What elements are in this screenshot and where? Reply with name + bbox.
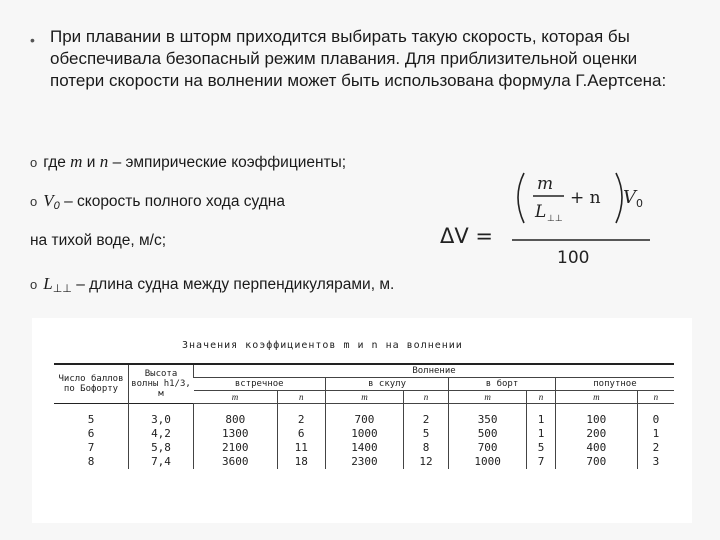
formula-denominator: 100 <box>557 248 590 268</box>
cell-value: 800 <box>194 404 278 428</box>
cell-value: 18 <box>277 455 325 469</box>
v0-continuation: на тихой воде, м/с; <box>30 232 167 249</box>
cell-value: 7 <box>527 455 556 469</box>
and-word: и <box>86 154 96 171</box>
cell-value: 12 <box>403 455 448 469</box>
formula-lhs: ΔV = <box>440 224 494 248</box>
formula-m: m <box>537 174 554 194</box>
circle-bullet-icon: o <box>30 277 38 292</box>
cell-value: 8 <box>403 441 448 455</box>
cell-value: 400 <box>555 441 637 455</box>
bullet: • <box>30 32 35 48</box>
cell-value: 6 <box>277 427 325 441</box>
circle-bullet-icon: o <box>30 194 38 209</box>
symbol-l-sub: ⊥⊥ <box>52 283 72 295</box>
cell-value: 500 <box>449 427 527 441</box>
cell-beaufort: 5 <box>54 404 129 428</box>
circle-bullet-icon: o <box>30 155 38 170</box>
sub-m: m <box>194 391 278 404</box>
main-paragraph: При плавании в шторм приходится выбирать такую скорость, которая бы обеспечивала безопасный режим плавания. Для приблизительной оценки потери скорости на волнении может быть использована формула Г.Аертсена: <box>50 27 667 90</box>
cell-value: 2100 <box>194 441 278 455</box>
cell-value: 3600 <box>194 455 278 469</box>
sub-n: n <box>637 391 674 404</box>
sub-n: n <box>277 391 325 404</box>
left-paren <box>518 173 524 223</box>
symbol-m: m <box>70 152 83 171</box>
cell-value: 1300 <box>194 427 278 441</box>
cell-value: 1 <box>527 427 556 441</box>
right-paren <box>616 173 622 223</box>
group-beam: в борт <box>449 378 556 391</box>
table-row <box>54 441 674 455</box>
v0-description: – скорость полного хода судна <box>64 193 285 210</box>
col-wave-height: Высота волны h1/3, м <box>129 364 194 404</box>
cell-value: 700 <box>449 441 527 455</box>
cell-value: 3 <box>637 455 674 469</box>
cell-value: 700 <box>325 404 403 428</box>
cell-beaufort: 8 <box>87 455 95 468</box>
symbol-v-sub: 0 <box>53 200 60 212</box>
cell-value: 100 <box>555 404 637 428</box>
cell-height: 3,0 <box>129 404 194 428</box>
group-following: попутное <box>555 378 674 391</box>
cell-value: 2 <box>277 404 325 428</box>
cell-value: 350 <box>449 404 527 428</box>
col-wave: Волнение <box>194 364 675 378</box>
cell-beaufort: 6 <box>87 427 95 440</box>
table-row <box>54 455 674 469</box>
aertsen-formula <box>440 165 670 275</box>
cell-height: 5,8 <box>129 441 194 455</box>
sub-m: m <box>555 391 637 404</box>
cell-value: 1000 <box>325 427 403 441</box>
item-length <box>30 274 394 295</box>
cell-value: 200 <box>555 427 637 441</box>
cell-value: 2300 <box>325 455 403 469</box>
col-beaufort: Число баллов по Бофорту <box>54 364 129 404</box>
cell-height: 7,4 <box>129 455 194 469</box>
cell-value: 1000 <box>449 455 527 469</box>
cell-value: 11 <box>277 441 325 455</box>
sub-n: n <box>403 391 448 404</box>
coefficient-table-image <box>32 318 692 523</box>
cell-height: 4,2 <box>129 427 194 441</box>
formula-L-sub: ⊥⊥ <box>547 214 563 224</box>
cell-value: 0 <box>637 404 674 428</box>
cell-value: 2 <box>403 404 448 428</box>
cell-value: 5 <box>403 427 448 441</box>
length-description: – длина судна между перпендикулярами, м. <box>76 276 395 293</box>
symbol-v: V <box>43 191 54 210</box>
cell-value: 1400 <box>325 441 403 455</box>
group-bow: в скулу <box>325 378 448 391</box>
formula-plus-n: + n <box>570 188 601 208</box>
symbol-n: n <box>99 152 109 171</box>
item-v0 <box>30 191 285 212</box>
symbol-l: L <box>43 274 53 293</box>
sub-n: n <box>527 391 556 404</box>
cell-value: 2 <box>637 441 674 455</box>
where-word: где <box>43 154 66 171</box>
cell-beaufort: 7 <box>87 441 95 454</box>
cell-value: 5 <box>527 441 556 455</box>
table-title: Значения коэффициентов m и n на волнении <box>182 340 463 351</box>
sub-m: m <box>449 391 527 404</box>
formula-V-sub: 0 <box>636 197 643 210</box>
sub-m: m <box>325 391 403 404</box>
formula-V: V <box>623 187 636 208</box>
item-coefficients <box>30 152 346 172</box>
formula-svg <box>440 165 670 275</box>
table-row <box>54 427 674 441</box>
table-row <box>54 404 674 428</box>
formula-L: L <box>535 202 547 222</box>
coefficient-table <box>54 363 674 469</box>
cell-value: 700 <box>555 455 637 469</box>
group-head-on: встречное <box>194 378 326 391</box>
cell-value: 1 <box>527 404 556 428</box>
coefficients-description: – эмпирические коэффициенты; <box>112 154 347 171</box>
cell-value: 1 <box>637 427 674 441</box>
